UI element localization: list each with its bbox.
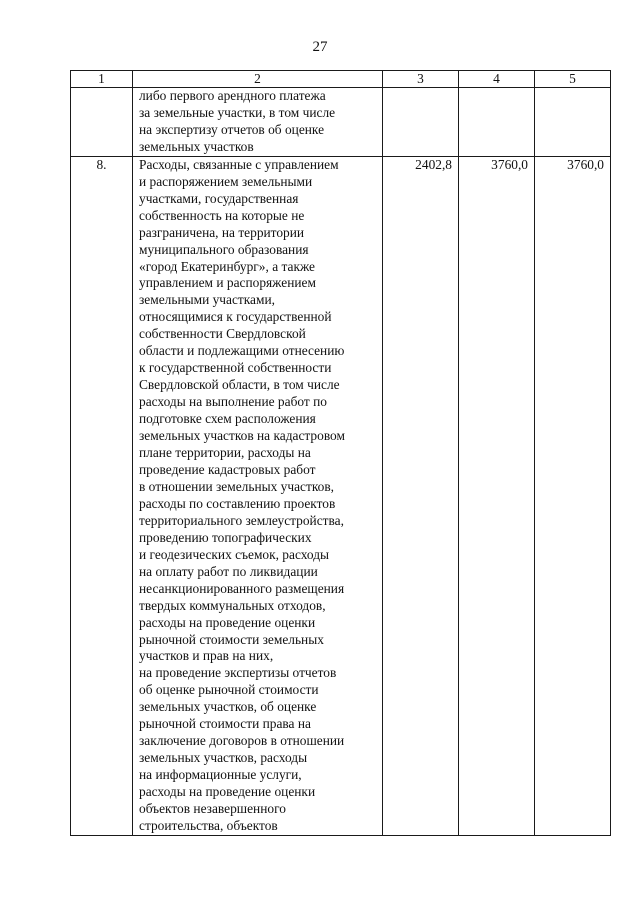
column-header: 3	[383, 71, 459, 88]
column-header: 2	[133, 71, 383, 88]
column-header: 1	[71, 71, 133, 88]
table-row	[71, 156, 611, 835]
row-value: 2402,8	[383, 156, 459, 835]
table-row	[71, 88, 611, 157]
table-header-row	[71, 71, 611, 88]
row-value	[535, 88, 611, 157]
row-value	[383, 88, 459, 157]
page-number: 27	[312, 39, 328, 55]
column-header: 5	[535, 71, 611, 88]
row-number	[71, 88, 133, 157]
row-value: 3760,0	[535, 156, 611, 835]
row-description: Расходы, связанные с управлением и распоряжением земельными участками, государственная собственность на которые не разграничена, на территории муниципального образования «город Екатеринбург», а также управлением и распоряжением земельными участками, относящимися к государственной собственности Свердловской области и подлежащими отнесению к государственной собственности Свердловской области, в том числе расходы на выполнение работ по подготовке схем расположения земельных участков на кадастровом плане территории, расходы на проведение кадастровых работ в отношении земельных участков, расходы по составлению проектов территориального землеустройства, проведению топографических и геодезических съемок, расходы на оплату работ по ликвидации несанкционированного размещения твердых коммунальных отходов, расходы на проведение оценки рыночной стоимости земельных участков и прав на них, на проведение экспертизы отчетов об оценке рыночной стоимости земельных участков, об оценке рыночной стоимости права на заключение договоров в отношении земельных участков, расходы на информационные услуги, расходы на проведение оценки объектов незавершенного строительства, объектов	[133, 156, 383, 835]
row-number: 8.	[71, 156, 133, 835]
column-header: 4	[459, 71, 535, 88]
row-value	[459, 88, 535, 157]
row-value: 3760,0	[459, 156, 535, 835]
row-description: либо первого арендного платежа за земельные участки, в том числе на экспертизу отчетов об оценке земельных участков	[133, 88, 383, 157]
budget-table	[70, 70, 611, 836]
